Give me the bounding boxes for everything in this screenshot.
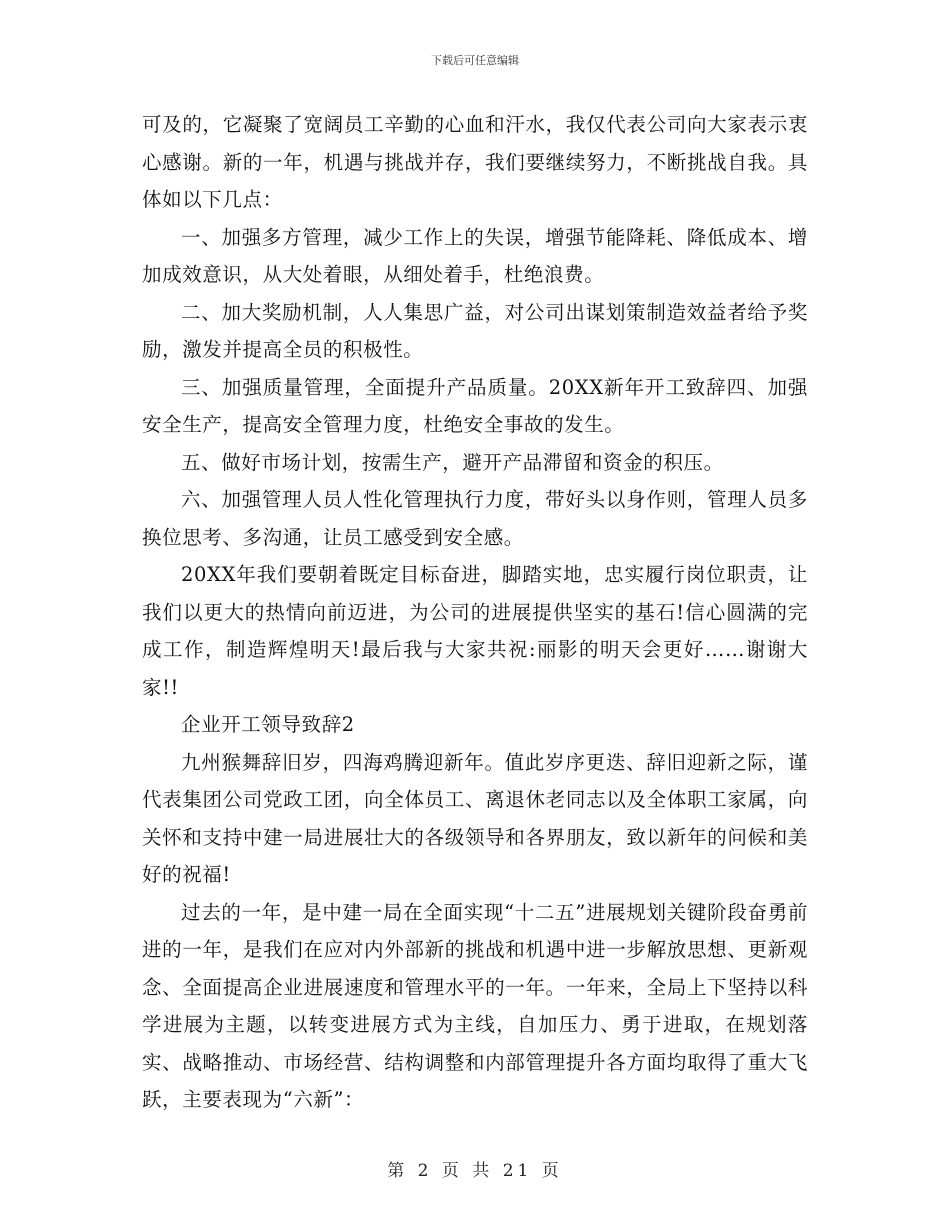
paragraph-point-6: 六、加强管理人员人性化管理执行力度，带好头以身作则，管理人员多换位思考、多沟通，让员工感受到安全感。: [142, 488, 808, 549]
document-body: [142, 106, 808, 1119]
paragraph-closing: 20XX年我们要朝着既定目标奋进，脚踏实地，忠实履行岗位职责，让我们以更大的热情向前迈进，为公司的进展提供坚实的基石!信心圆满的完成工作，制造辉煌明天!最后我与大家共祝:丽影的明天会更好……谢谢大家!!: [142, 563, 808, 699]
paragraph-review: 过去的一年，是中建一局在全面实现“十二五”进展规划关键阶段奋勇前进的一年，是我们在应对内外部新的挑战和机遇中进一步解放思想、更新观念、全面提高企业进展速度和管理水平的一年。一年来，全局上下坚持以科学进展为主题，以转变进展方式为主线，自加压力、勇于进取，在规划落实、战略推动、市场经营、结构调整和内部管理提升各方面均取得了重大飞跃，主要表现为“六新”：: [142, 900, 808, 1111]
page-number: 第 2 页 共 21 页: [387, 1161, 563, 1181]
paragraph-intro: 可及的，它凝聚了宽阔员工辛勤的心血和汗水，我仅代表公司向大家表示衷心感谢。新的一年，机遇与挑战并存，我们要继续努力，不断挑战自我。具体如以下几点：: [142, 113, 808, 211]
paragraph-greeting: 九州猴舞辞旧岁，四海鸡腾迎新年。值此岁序更迭、辞旧迎新之际，谨代表集团公司党政工团，向全体员工、离退休老同志以及全体职工家属，向关怀和支持中建一局进展壮大的各级领导和各界朋友，致以新年的问候和美好的祝福!: [142, 750, 808, 886]
paragraph-point-1: 一、加强多方管理，减少工作上的失误，增强节能降耗、降低成本、增加成效意识，从大处着眼，从细处着手，杜绝浪费。: [142, 225, 808, 286]
section-heading: 企业开工领导致辞2: [181, 713, 355, 736]
paragraph-point-2: 二、加大奖励机制，人人集思广益，对公司出谋划策制造效益者给予奖励，激发并提高全员的积极性。: [142, 300, 808, 361]
paragraph-point-3-4: 三、加强质量管理，全面提升产品质量。20XX新年开工致辞四、加强安全生产，提高安全管理力度，杜绝安全事故的发生。: [142, 375, 808, 436]
paragraph-point-5: 五、做好市场计划，按需生产，避开产品滞留和资金的积压。: [181, 450, 724, 474]
page-header-note: 下载后可任意编辑: [431, 54, 519, 67]
